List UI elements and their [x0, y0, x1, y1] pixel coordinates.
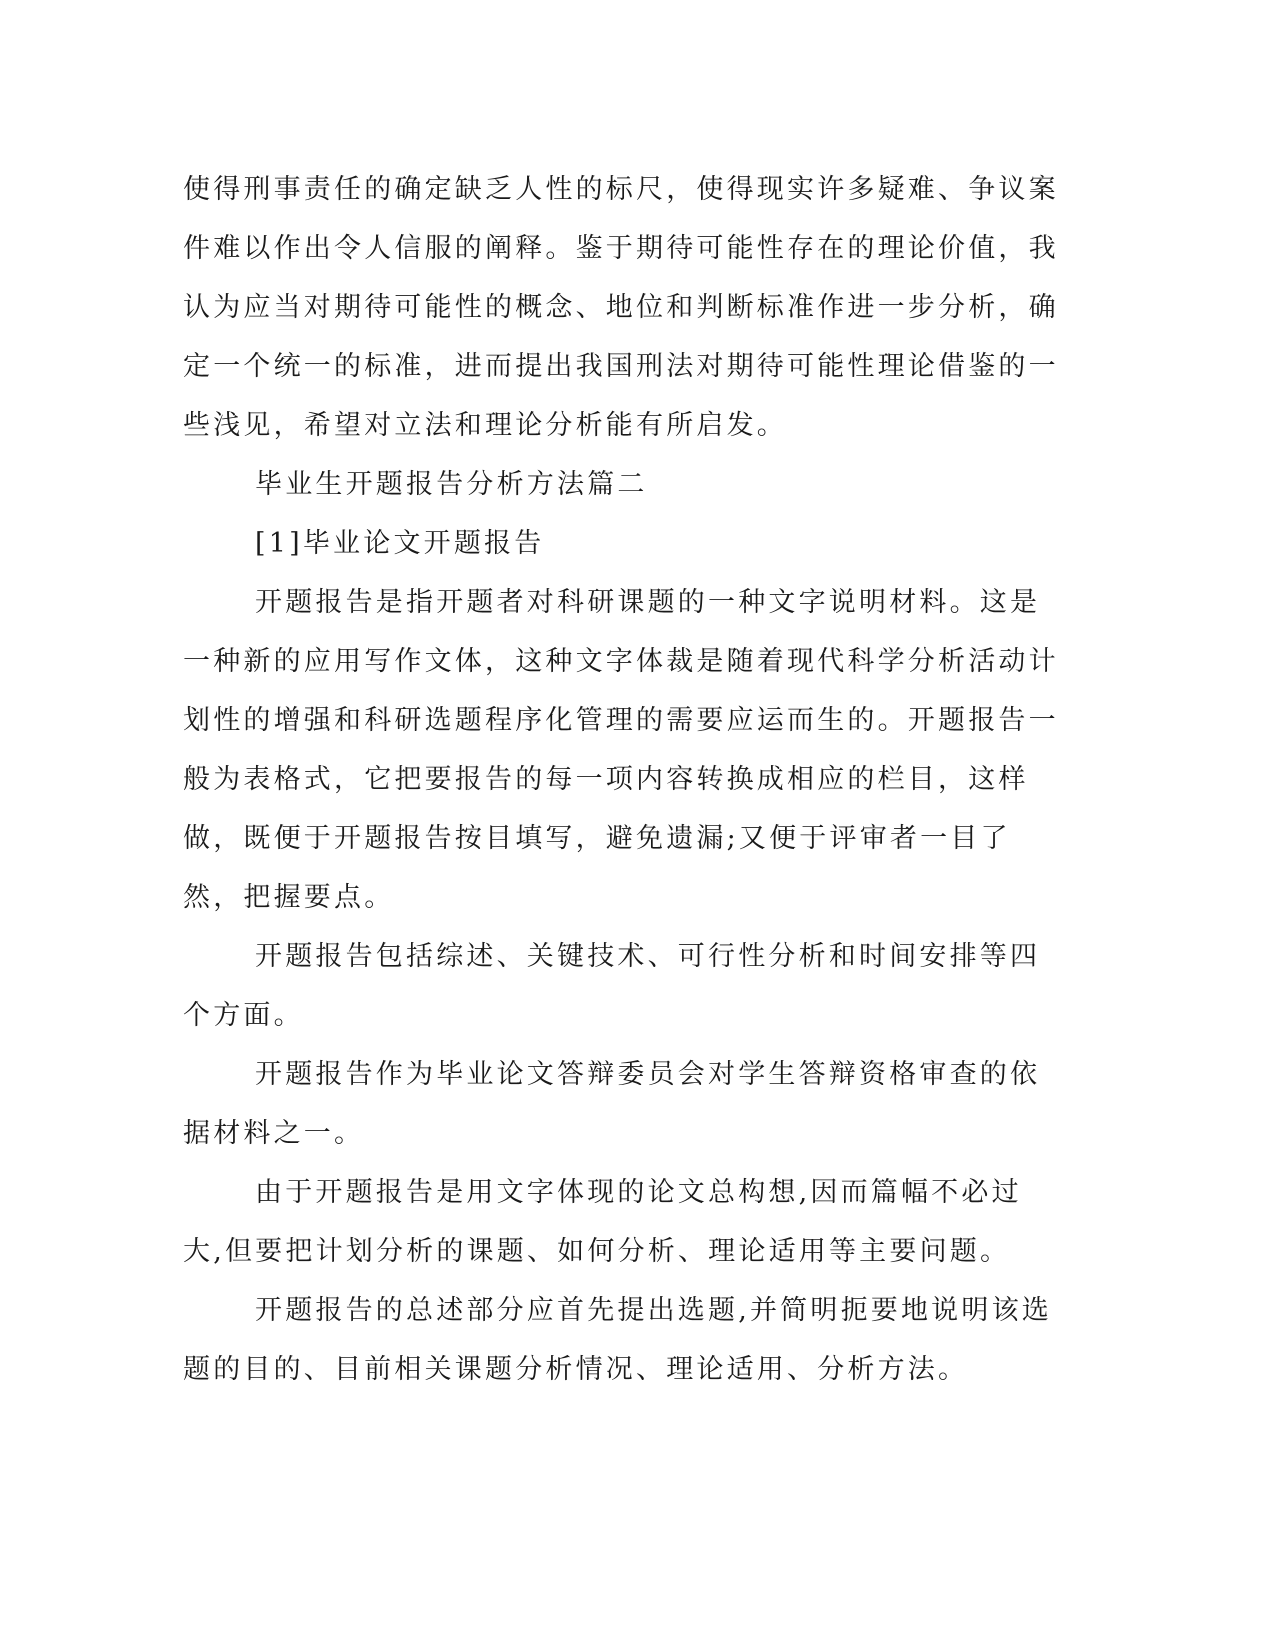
paragraph-continuation: 使得刑事责任的确定缺乏人性的标尺，使得现实许多疑难、争议案件难以作出令人信服的阐释。鉴于期待可能性存在的理论价值，我认为应当对期待可能性的概念、地位和判断标准作进一步分析，确定一个统一的标准，进而提出我国刑法对期待可能性理论借鉴的一些浅见，希望对立法和理论分析能有所启发。 [183, 174, 1059, 441]
subsection-heading: [1]毕业论文开题报告 [255, 528, 545, 559]
paragraph: 开题报告作为毕业论文答辩委员会对学生答辩资格审查的依据材料之一。 [183, 1059, 1041, 1149]
section-heading: 毕业生开题报告分析方法篇二 [255, 469, 648, 500]
paragraph: 由于开题报告是用文字体现的论文总构想,因而篇幅不必过大,但要把计划分析的课题、如何分析、理论适用等主要问题。 [183, 1177, 1022, 1267]
paragraph: 开题报告包括综述、关键技术、可行性分析和时间安排等四个方面。 [183, 941, 1041, 1031]
document-body [183, 160, 1063, 1399]
paragraph: 开题报告是指开题者对科研课题的一种文字说明材料。这是一种新的应用写作文体，这种文字体裁是随着现代科学分析活动计划性的增强和科研选题程序化管理的需要应运而生的。开题报告一般为表格式，它把要报告的每一项内容转换成相应的栏目，这样做，既便于开题报告按目填写，避免遗漏;又便于评审者一目了然，把握要点。 [183, 587, 1059, 913]
paragraph: 开题报告的总述部分应首先提出选题,并简明扼要地说明该选题的目的、目前相关课题分析情况、理论适用、分析方法。 [183, 1295, 1052, 1385]
